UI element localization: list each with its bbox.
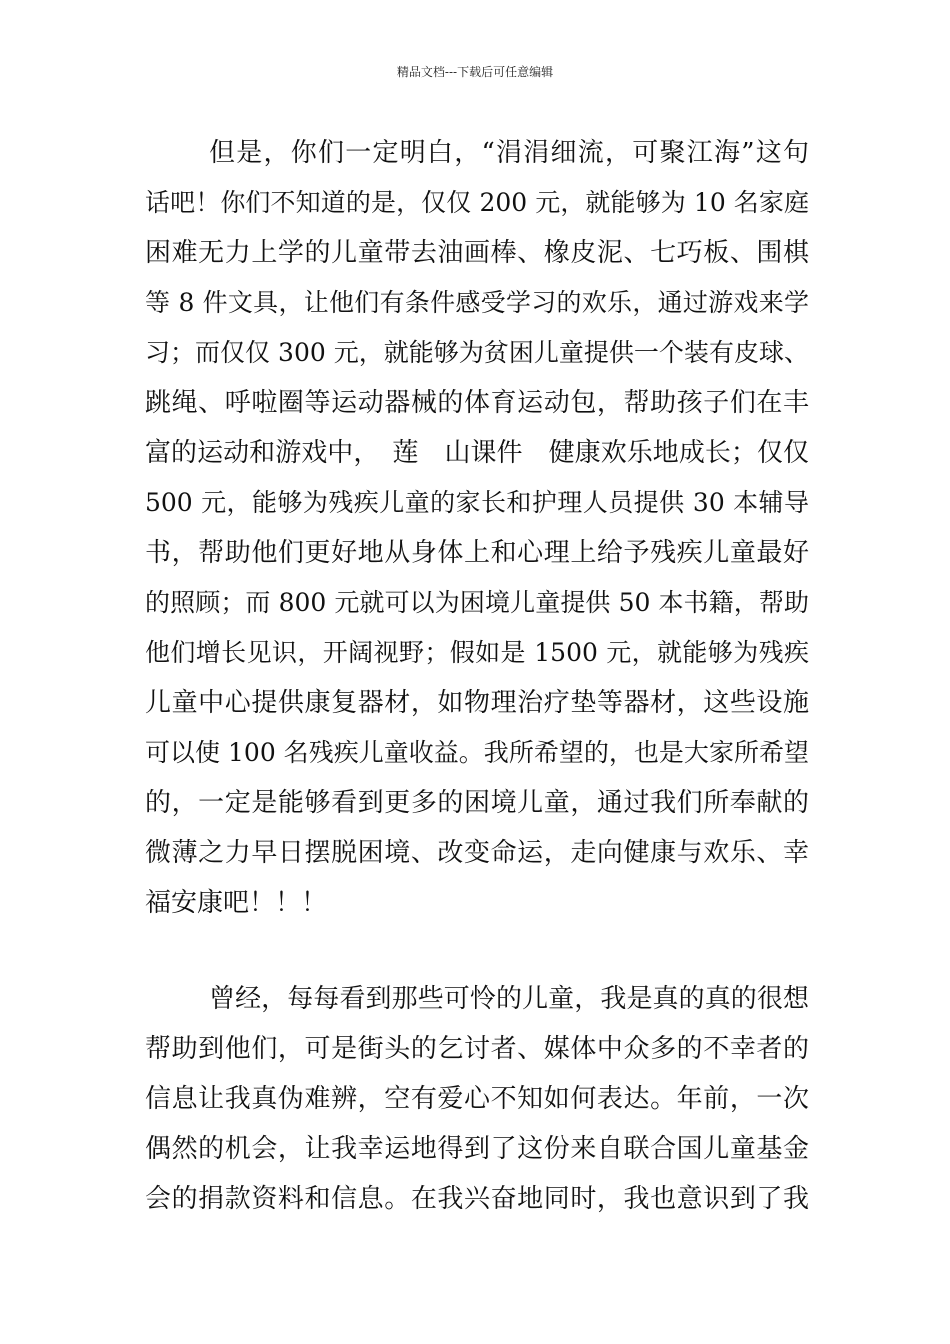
text-line: 他们增长见识，开阔视野；假如是 1500 元，就能够为残疾 — [145, 638, 809, 667]
text-line: 书，帮助他们更好地从身体上和心理上给予残疾儿童最好 — [145, 538, 809, 568]
text-line: 富的运动和游戏中， 莲 山课件 健康欢乐地成长；仅仅 — [145, 438, 809, 468]
text-line: 会的捐款资料和信息。在我兴奋地同时，我也意识到了我 — [145, 1184, 809, 1214]
text-line: 帮助到他们，可是街头的乞讨者、媒体中众多的不幸者的 — [145, 1034, 809, 1064]
text-line: 曾经，每每看到那些可怜的儿童，我是真的真的很想 — [209, 984, 809, 1014]
text-line: 信息让我真伪难辨，空有爱心不知如何表达。年前，一次 — [145, 1084, 809, 1114]
text-line: 话吧！你们不知道的是，仅仅 200 元，就能够为 10 名家庭 — [145, 188, 809, 217]
text-line: 儿童中心提供康复器材，如物理治疗垫等器材，这些设施 — [145, 688, 809, 718]
text-line: 等 8 件文具，让他们有条件感受学习的欢乐，通过游戏来学 — [145, 288, 809, 317]
paragraph-1 — [145, 128, 809, 928]
text-line: 的照顾；而 800 元就可以为困境儿童提供 50 本书籍，帮助 — [145, 588, 809, 617]
page-header: 精品文档---下载后可任意编辑 — [396, 65, 554, 79]
paragraph-2 — [145, 974, 809, 1224]
text-line: 福安康吧！！！ — [145, 888, 328, 918]
text-line: 微薄之力早日摆脱困境、改变命运，走向健康与欢乐、幸 — [145, 838, 809, 868]
text-line: 500 元，能够为残疾儿童的家长和护理人员提供 30 本辅导 — [145, 488, 809, 517]
text-line: 可以使 100 名残疾儿童收益。我所希望的，也是大家所希望 — [145, 738, 809, 767]
text-line: 跳绳、呼啦圈等运动器械的体育运动包，帮助孩子们在丰 — [145, 388, 809, 418]
text-line: 但是，你们一定明白，“涓涓细流，可聚江海”这句 — [209, 138, 809, 168]
text-line: 偶然的机会，让我幸运地得到了这份来自联合国儿童基金 — [145, 1134, 809, 1164]
text-line: 困难无力上学的儿童带去油画棒、橡皮泥、七巧板、围棋 — [145, 238, 809, 268]
text-line: 的，一定是能够看到更多的困境儿童，通过我们所奉献的 — [145, 788, 809, 818]
text-line: 习；而仅仅 300 元，就能够为贫困儿童提供一个装有皮球、 — [145, 338, 809, 367]
